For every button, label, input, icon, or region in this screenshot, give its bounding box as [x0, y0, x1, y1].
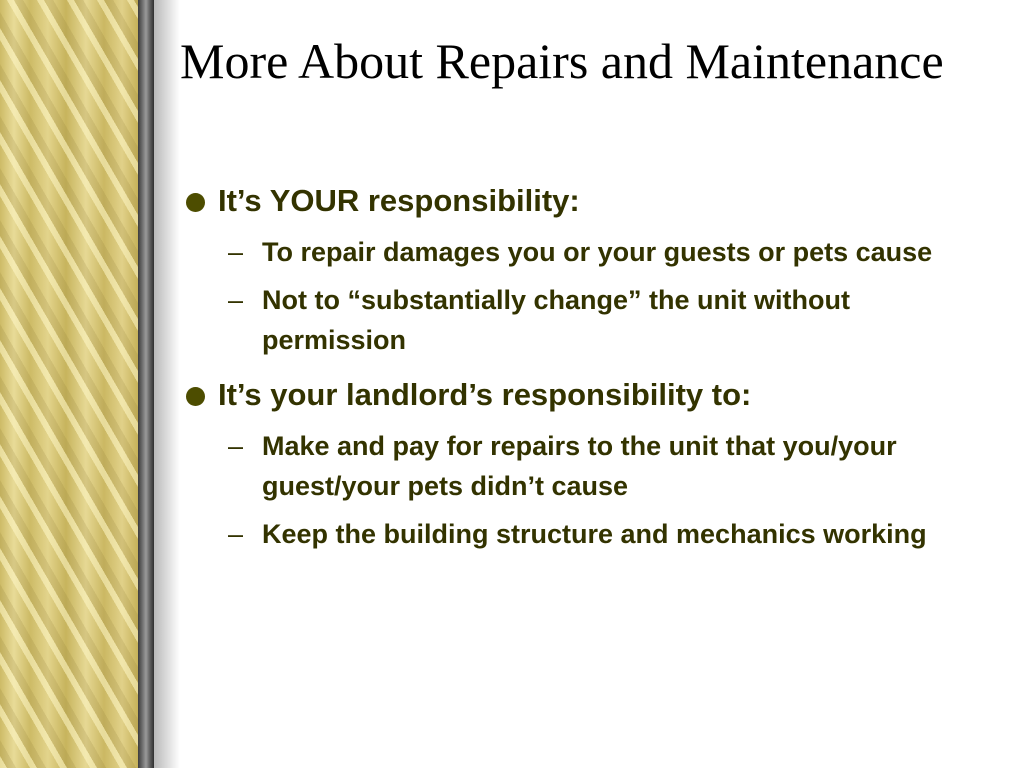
slide-title: More About Repairs and Maintenance [180, 33, 944, 89]
dash-marker: – [228, 431, 244, 461]
sub-item [184, 280, 984, 360]
bullet-text: It’s your landlord’s responsibility to: [218, 377, 752, 412]
dash-marker: – [228, 285, 244, 315]
sub-text: Not to “substantially change” the unit without permission [262, 285, 850, 355]
bullet-item [184, 374, 984, 416]
sub-text: Make and pay for repairs to the unit that you/your guest/your pets didn’t cause [262, 431, 897, 501]
decorative-rod [138, 0, 154, 768]
bullet-text: It’s YOUR responsibility: [218, 183, 580, 218]
sub-item [184, 514, 984, 554]
bullet-dot-icon [186, 387, 205, 406]
sub-text: Keep the building structure and mechanics working [262, 519, 927, 549]
bullet-dot-icon [186, 193, 205, 212]
bullet-item [184, 180, 984, 222]
sub-text: To repair damages you or your guests or pets cause [262, 237, 933, 267]
sub-list [184, 232, 984, 360]
slide-content [184, 180, 984, 568]
dash-marker: – [228, 519, 244, 549]
sub-item [184, 426, 984, 506]
decorative-gold-band [0, 0, 138, 768]
rod-shadow [154, 0, 180, 768]
dash-marker: – [228, 237, 244, 267]
sub-item [184, 232, 984, 272]
sub-list [184, 426, 984, 554]
